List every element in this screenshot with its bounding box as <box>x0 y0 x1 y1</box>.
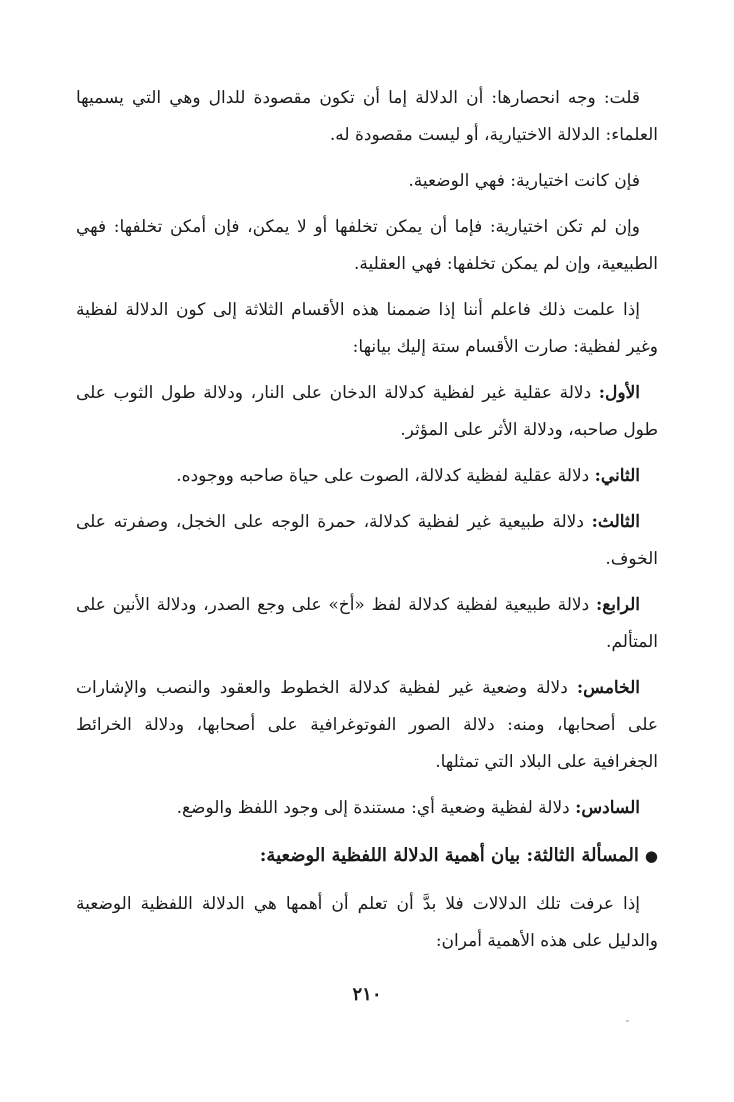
paragraph-text: قلت: وجه انحصارها: أن الدلالة إما أن تكون مقصودة للدال وهي التي يسميها العلماء: الدلالة الاختيارية، أو ليست مقصودة له. <box>76 88 658 145</box>
paragraph-text: وإن لم تكن اختيارية: فإما أن يمكن تخلفها أو لا يمكن، فإن أمكن تخلفها: فهي الطبيعية، وإن لم يمكن تخلفها: فهي العقلية. <box>76 217 658 274</box>
division-text: دلالة وضعية غير لفظية كدلالة الخطوط والعقود والنصب والإشارات على أصحابها، ومنه: دلالة الصور الفوتوغرافية على أصحابها، ودلالة الخرائط الجغرافية على البلاد التي تمثلها. <box>76 678 658 772</box>
division-lead: الخامس: <box>576 678 640 698</box>
section-heading-text: المسألة الثالثة: بيان أهمية الدلالة اللفظية الوضعية: <box>259 845 639 866</box>
division-text: دلالة عقلية غير لفظية كدلالة الدخان على النار، ودلالة طول الثوب على طول صاحبه، ودلالة الأثر على المؤثر. <box>76 383 658 440</box>
division-third <box>76 504 658 578</box>
division-first <box>76 375 658 449</box>
division-text: دلالة طبيعية غير لفظية كدلالة، حمرة الوجه على الخجل، وصفرته على الخوف. <box>76 512 658 569</box>
paragraph-ikhtiyariya <box>76 163 658 200</box>
paragraph-text: إذا علمت ذلك فاعلم أننا إذا ضممنا هذه الأقسام الثلاثة إلى كون الدلالة لفظية وغير لفظية: صارت الأقسام ستة إليك بيانها: <box>76 300 658 357</box>
paragraph-ghayr-ikhtiyariya <box>76 209 658 283</box>
division-second <box>76 458 658 495</box>
division-lead: الثالث: <box>591 512 640 532</box>
division-lead: الأول: <box>598 383 640 403</box>
paragraph-text: فإن كانت اختيارية: فهي الوضعية. <box>408 171 640 191</box>
division-fifth <box>76 670 658 781</box>
paragraph-closing: إذا عرفت تلك الدلالات فلا بدَّ أن تعلم أن أهمها هي الدلالة اللفظية الوضعية والدليل على هذه الأهمية أمران: <box>76 894 658 951</box>
page-body <box>76 80 658 969</box>
division-lead: الرابع: <box>595 595 640 615</box>
division-text: دلالة لفظية وضعية أي: مستندة إلى وجود اللفظ والوضع. <box>176 798 576 818</box>
division-text: دلالة طبيعية لفظية كدلالة لفظ «أخ» على وجع الصدر، ودلالة الأنين على المتألم. <box>76 595 658 652</box>
division-lead: السادس: <box>575 798 640 818</box>
scan-speck <box>626 1020 629 1022</box>
section-heading <box>76 836 658 876</box>
division-fourth <box>76 587 658 661</box>
division-lead: الثاني: <box>594 466 640 486</box>
bullet-icon: ● <box>644 847 658 865</box>
page-number: ٢١٠ <box>352 984 382 1005</box>
division-text: دلالة عقلية لفظية كدلالة، الصوت على حياة صاحبه ووجوده. <box>176 466 595 486</box>
division-sixth <box>76 790 658 827</box>
paragraph-intro <box>76 80 658 154</box>
paragraph-six-divisions <box>76 292 658 366</box>
